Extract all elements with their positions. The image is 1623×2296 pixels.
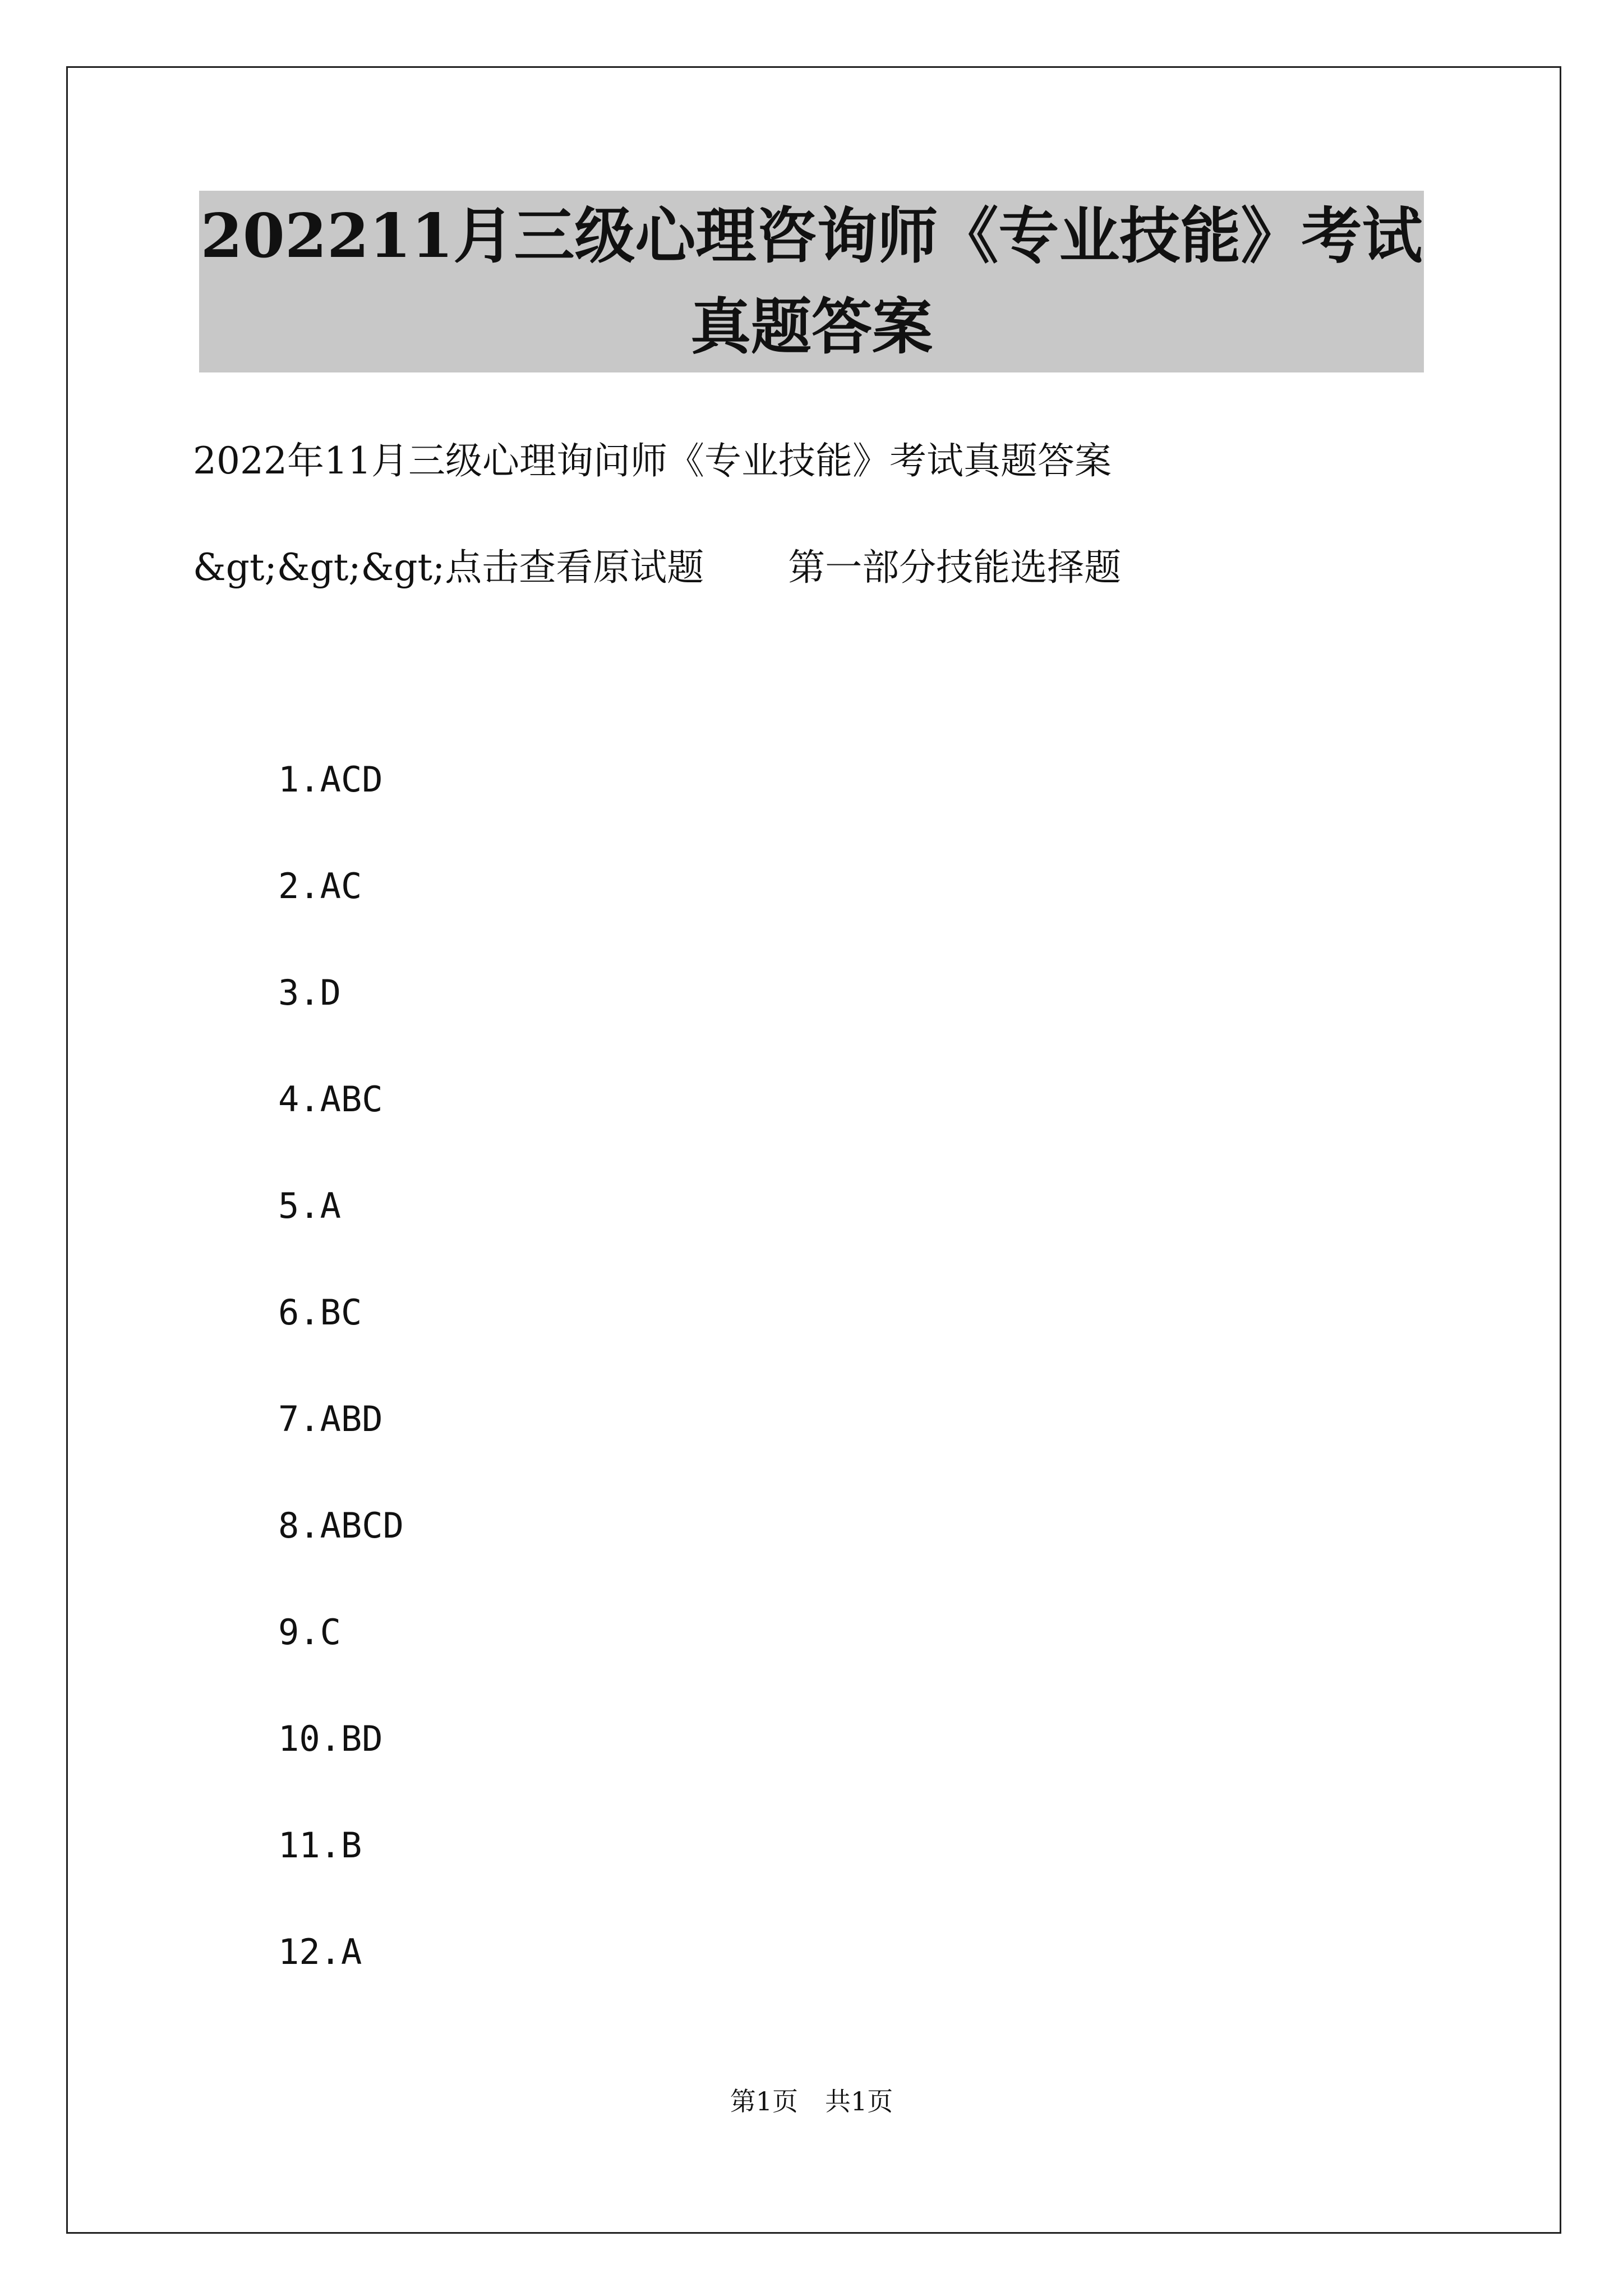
answer-item: 4.ABC (278, 1079, 383, 1120)
document-subtitle: 2022年11月三级心理询问师《专业技能》考试真题答案 (193, 439, 1112, 482)
document-title-text: 202211月三级心理咨询师《专业技能》考试真题答案 (199, 191, 1424, 372)
page-total: 共1页 (825, 2086, 893, 2116)
page-number: 第1页 (730, 2086, 798, 2116)
link-line (193, 540, 1121, 596)
view-original-link[interactable]: &gt;&gt;&gt;点击查看原试题 (193, 546, 704, 589)
answer-item: 11.B (278, 1825, 362, 1866)
document-title (0, 191, 1623, 372)
answer-item: 2.AC (278, 866, 362, 907)
page-footer (0, 2085, 1623, 2118)
answer-item: 3.D (278, 972, 341, 1013)
answer-item: 1.ACD (278, 759, 383, 800)
answer-item: 10.BD (278, 1718, 383, 1759)
answer-item: 6.BC (278, 1292, 362, 1333)
answer-item: 9.C (278, 1612, 341, 1653)
answer-list (278, 757, 404, 2036)
answer-item: 8.ABCD (278, 1505, 404, 1546)
answer-item: 12.A (278, 1931, 362, 1972)
section-heading: 第一部分技能选择题 (788, 546, 1122, 589)
answer-item: 5.A (278, 1185, 341, 1226)
answer-item: 7.ABD (278, 1398, 383, 1439)
